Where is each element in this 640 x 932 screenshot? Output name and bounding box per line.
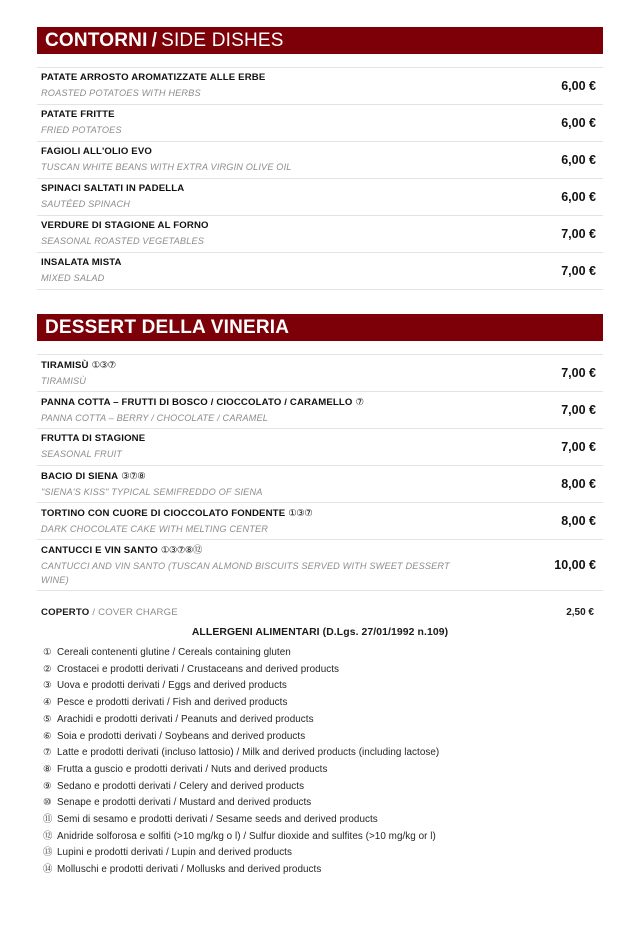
allergen-number: ⑨ [43, 779, 52, 791]
menu-item-row [37, 503, 603, 540]
allergen-number: ③ [43, 679, 52, 691]
section-title-english: SIDE DISHES [161, 29, 284, 51]
menu-item-name-italian: FAGIOLI ALL'OLIO EVO [41, 146, 152, 157]
menu-item-price: 7,00 € [561, 227, 596, 241]
menu-item-row [37, 253, 603, 290]
allergen-list-item [43, 711, 603, 728]
menu-item-name-english: TIRAMISÙ [41, 376, 87, 386]
menu-item-price: 8,00 € [561, 514, 596, 528]
menu-item-texts [37, 358, 504, 388]
allergen-number: ⑧ [43, 762, 52, 774]
menu-item-name-english: SAUTÉED SPINACH [41, 199, 131, 209]
menu-item-price: 6,00 € [561, 190, 596, 204]
menu-item-name-english: ROASTED POTATOES WITH HERBS [41, 88, 201, 98]
allergen-number: ⑥ [43, 729, 52, 741]
cover-charge-label-italian: COPERTO [41, 607, 90, 618]
menu-item-row [37, 540, 603, 591]
section-banner-contorni [37, 27, 603, 54]
menu-item-row [37, 355, 603, 392]
allergen-number: ⑭ [43, 863, 52, 875]
allergen-text: Latte e prodotti derivati (incluso lattosio) / Milk and derived products (including lactose) [57, 747, 440, 759]
menu-item-price: 6,00 € [561, 79, 596, 93]
section-title-separator: / [151, 29, 158, 51]
menu-item-texts [37, 506, 504, 536]
allergen-list-item [43, 677, 603, 694]
menu-item-row [37, 105, 603, 142]
menu-item-texts [37, 71, 504, 101]
menu-item-price: 6,00 € [561, 153, 596, 167]
menu-item-name-italian: VERDURE DI STAGIONE AL FORNO [41, 220, 209, 231]
allergen-list-item [43, 844, 603, 861]
allergen-number: ② [43, 662, 52, 674]
menu-item-price: 7,00 € [561, 264, 596, 278]
cover-charge-label-english: COVER CHARGE [98, 607, 178, 618]
menu-item-name-italian: INSALATA MISTA [41, 257, 122, 268]
menu-item-price: 6,00 € [561, 116, 596, 130]
allergen-list-item [43, 661, 603, 678]
menu-item-name-italian: CANTUCCI E VIN SANTO ①③⑦⑧⑫ [41, 544, 202, 556]
menu-item-name-italian: SPINACI SALTATI IN PADELLA [41, 183, 185, 194]
menu-item-name-italian: TIRAMISÙ ①③⑦ [41, 359, 116, 371]
allergen-list-item [43, 694, 603, 711]
allergens-title: ALLERGENI ALIMENTARI (D.Lgs. 27/01/1992 n.109) [191, 627, 449, 638]
menu-item-price: 10,00 € [554, 558, 596, 572]
menu-item-name-english: "SIENA'S KISS" TYPICAL SEMIFREDDO OF SIENA [41, 487, 263, 497]
allergen-text: Crostacei e prodotti derivati / Crustaceans and derived products [57, 663, 340, 675]
allergen-text: Arachidi e prodotti derivati / Peanuts and derived products [57, 713, 314, 725]
menu-page [0, 27, 640, 932]
menu-item-name-english: FRIED POTATOES [41, 125, 122, 135]
allergen-list-item [43, 728, 603, 745]
allergens-list [37, 644, 603, 878]
menu-item-name-english: PANNA COTTA – BERRY / CHOCOLATE / CARAMEL [41, 413, 269, 423]
menu-item-texts [37, 395, 504, 425]
cover-charge-price: 2,50 € [566, 607, 594, 618]
allergen-text: Uova e prodotti derivati / Eggs and derived products [57, 680, 287, 692]
cover-charge-row [37, 607, 603, 618]
menu-item-row [37, 179, 603, 216]
allergen-number: ⑩ [43, 796, 52, 808]
menu-item-name-english: CANTUCCI AND VIN SANTO (TUSCAN ALMOND BISCUITS SERVED WITH SWEET DESSERT WINE) [41, 561, 450, 585]
allergen-codes: ③⑦⑧ [121, 470, 146, 481]
allergen-list-item [43, 861, 603, 878]
allergen-list-item [43, 761, 603, 778]
allergen-number: ④ [43, 696, 52, 708]
allergen-list-item [43, 778, 603, 795]
menu-item-row [37, 392, 603, 429]
menu-item-name-italian: PATATE ARROSTO AROMATIZZATE ALLE ERBE [41, 72, 266, 83]
allergen-text: Senape e prodotti derivati / Mustard and derived products [57, 797, 312, 809]
menu-item-price: 7,00 € [561, 403, 596, 417]
allergen-text: Semi di sesamo e prodotti derivati / Sesame seeds and derived products [57, 814, 378, 826]
allergen-text: Pesce e prodotti derivati / Fish and derived products [57, 697, 288, 709]
menu-item-row [37, 216, 603, 253]
menu-item-texts [37, 219, 504, 249]
menu-item-texts [37, 469, 504, 499]
menu-item-name-italian: BACIO DI SIENA ③⑦⑧ [41, 470, 146, 482]
allergen-text: Molluschi e prodotti derivati / Mollusks and derived products [57, 864, 322, 876]
menu-item-texts [37, 432, 504, 462]
allergen-list-item [43, 794, 603, 811]
menu-item-price: 7,00 € [561, 366, 596, 380]
allergen-number: ⑦ [43, 746, 52, 758]
menu-item-name-english: MIXED SALAD [41, 273, 105, 283]
allergen-text: Anidride solforosa e solfiti (>10 mg/kg o l) / Sulfur dioxide and sulfites (>10 mg/kg or l) [57, 830, 436, 842]
menu-item-texts [37, 145, 504, 175]
section-title-italian: CONTORNI [45, 29, 148, 51]
menu-item-texts [37, 256, 504, 286]
allergen-text: Frutta a guscio e prodotti derivati / Nuts and derived products [57, 763, 328, 775]
menu-item-name-english: SEASONAL FRUIT [41, 449, 123, 459]
menu-item-row [37, 429, 603, 466]
allergen-codes: ①③⑦ [91, 359, 116, 370]
allergen-list-item [43, 811, 603, 828]
menu-item-name-italian: TORTINO CON CUORE DI CIOCCOLATO FONDENTE ①③⑦ [41, 507, 313, 519]
menu-item-texts [37, 108, 504, 138]
allergen-text: Soia e prodotti derivati / Soybeans and derived products [57, 730, 306, 742]
section-title-italian: DESSERT DELLA VINERIA [45, 316, 290, 338]
menu-list-dessert [37, 354, 603, 591]
menu-list-contorni [37, 67, 603, 290]
allergen-number: ① [43, 646, 52, 657]
allergen-text: Lupini e prodotti derivati / Lupin and derived products [57, 847, 292, 859]
allergen-list-item [43, 744, 603, 761]
menu-item-name-italian: PATATE FRITTE [41, 109, 115, 120]
cover-charge-separator: / [92, 607, 96, 618]
menu-item-name-italian: FRUTTA DI STAGIONE [41, 433, 146, 444]
menu-item-row [37, 68, 603, 105]
menu-item-texts [37, 182, 504, 212]
menu-item-name-english: DARK CHOCOLATE CAKE WITH MELTING CENTER [41, 524, 269, 534]
menu-item-name-english: TUSCAN WHITE BEANS WITH EXTRA VIRGIN OLIVE OIL [41, 162, 292, 172]
allergen-list-item [43, 644, 603, 661]
allergen-number: ⑪ [43, 813, 52, 825]
menu-item-name-italian: PANNA COTTA – FRUTTI DI BOSCO / CIOCCOLATO / CARAMELLO ⑦ [41, 396, 364, 408]
menu-item-name-english: SEASONAL ROASTED VEGETABLES [41, 236, 205, 246]
menu-item-row [37, 466, 603, 503]
menu-item-price: 8,00 € [561, 477, 596, 491]
section-banner-dessert [37, 314, 603, 341]
menu-item-row [37, 142, 603, 179]
allergen-text: Sedano e prodotti derivati / Celery and derived products [57, 780, 305, 792]
allergen-number: ⑫ [43, 829, 52, 841]
allergen-number: ⑬ [43, 846, 52, 858]
allergen-text: Cereali contenenti glutine / Cereals containing gluten [57, 647, 291, 658]
allergen-codes: ①③⑦ [288, 507, 313, 518]
allergen-codes: ①③⑦⑧⑫ [160, 544, 202, 555]
menu-item-texts [37, 543, 504, 587]
allergen-list-item [43, 828, 603, 845]
menu-item-price: 7,00 € [561, 440, 596, 454]
allergen-codes: ⑦ [355, 396, 364, 407]
allergen-number: ⑤ [43, 712, 52, 724]
